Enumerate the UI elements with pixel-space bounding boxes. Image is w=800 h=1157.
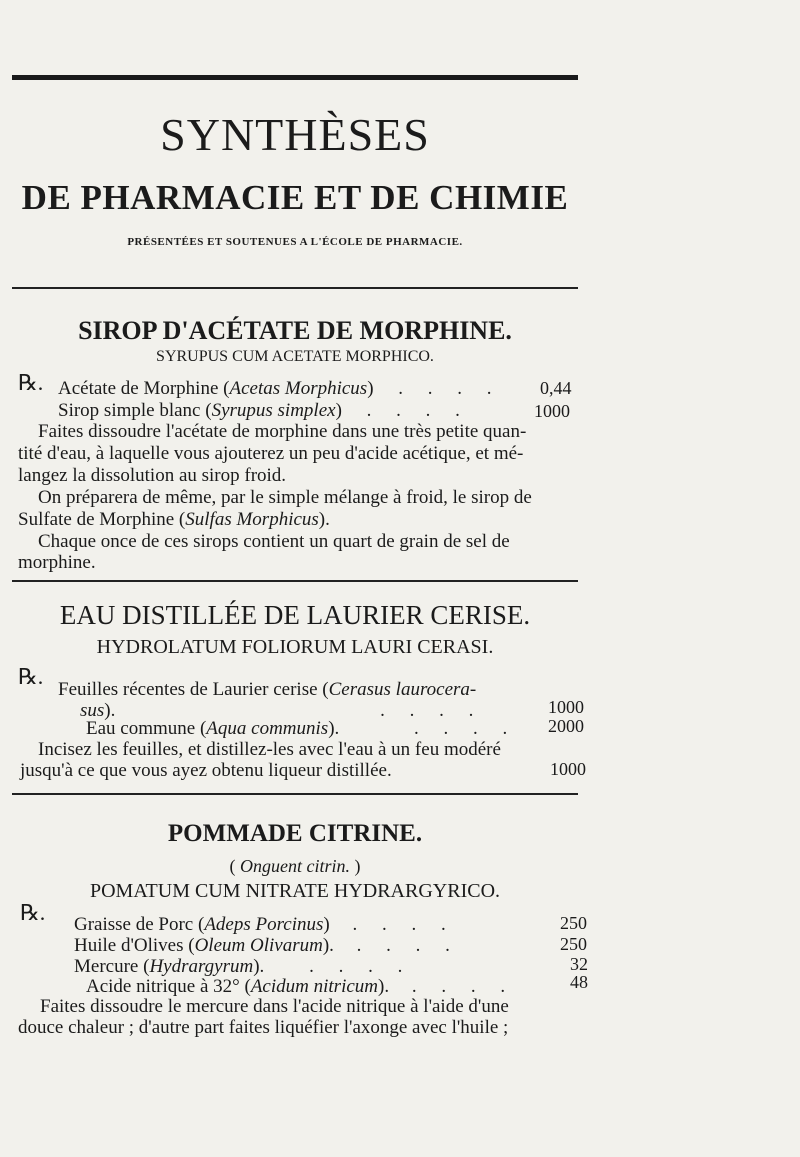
ingredient-line: Feuilles récentes de Laurier cerise (Cerasus laurocera- (58, 679, 477, 700)
ingredient-quantity: 0,44 (540, 378, 572, 398)
section-title: EAU DISTILLÉE DE LAURIER CERISE. (59, 600, 531, 630)
paragraph-line: jusqu'à ce que vous ayez obtenu liqueur distillée. (20, 760, 392, 781)
paragraph-line: Faites dissoudre le mercure dans l'acide nitrique à l'aide d'une (40, 996, 509, 1017)
ingredient-quantity: 32 (570, 954, 588, 974)
paragraph-line: langez la dissolution au sirop froid. (18, 465, 287, 486)
page-title: SYNTHÈSES (160, 109, 430, 160)
section-title: SIROP D'ACÉTATE DE MORPHINE. (78, 316, 512, 345)
paragraph-line: tité d'eau, à laquelle vous ajouterez un peu d'acide acétique, et mé- (18, 443, 524, 464)
paragraph-line: Sulfate de Morphine (Sulfas Morphicus). (18, 509, 330, 530)
paragraph-line: On préparera de même, par le simple mélange à froid, le sirop de (38, 487, 532, 508)
section-title: POMMADE CITRINE. (167, 820, 423, 847)
recipe-symbol: ℞. (20, 900, 46, 925)
ingredient-quantity: 1000 (534, 401, 570, 421)
ingredient-quantity: 2000 (548, 716, 584, 736)
divider-rule (12, 287, 578, 289)
recipe-symbol: ℞. (18, 370, 44, 395)
ingredient-quantity: 1000 (548, 697, 584, 717)
ingredient-line: Graisse de Porc (Adeps Porcinus) . . . . (74, 914, 456, 935)
divider-rule (12, 793, 578, 795)
divider-rule (12, 580, 578, 582)
page-subtitle: DE PHARMACIE ET DE CHIMIE (21, 178, 569, 217)
section-subtitle: ( Onguent citrin. ) (229, 856, 361, 876)
ingredient-line: Acétate de Morphine (Acetas Morphicus) . . . . (58, 378, 502, 399)
ingredient-line: Eau commune (Aqua communis). . . . . (86, 718, 518, 739)
paragraph-line: Chaque once de ces sirops contient un quart de grain de sel de (38, 531, 510, 552)
ingredient-line: Sirop simple blanc (Syrupus simplex) . . . . (58, 400, 470, 421)
paragraph-line: douce chaleur ; d'autre part faites liquéfier l'axonge avec l'huile ; (18, 1017, 509, 1038)
ingredient-quantity: 1000 (550, 759, 586, 779)
section-latin-title: SYRUPUS CUM ACETATE MORPHICO. (156, 348, 434, 365)
ingredient-line: Huile d'Olives (Oleum Olivarum). . . . . (74, 935, 460, 956)
ingredient-quantity: 250 (560, 913, 587, 933)
paragraph-line: Incisez les feuilles, et distillez-les avec l'eau à un feu modéré (38, 739, 501, 760)
ingredient-line: Mercure (Hydrargyrum). . . . . (74, 956, 413, 977)
ingredient-line: sus). . . . . (80, 700, 484, 721)
ingredient-line: Acide nitrique à 32° (Acidum nitricum). . . . . (86, 976, 516, 997)
ingredient-quantity: 250 (560, 934, 587, 954)
page-tagline: PRÉSENTÉES ET SOUTENUES A L'ÉCOLE DE PHARMACIE. (127, 236, 463, 248)
section-latin-title: POMATUM CUM NITRATE HYDRARGYRICO. (89, 880, 501, 902)
section-latin-title: HYDROLATUM FOLIORUM LAURI CERASI. (96, 636, 494, 658)
top-rule (12, 75, 578, 80)
recipe-symbol: ℞. (18, 664, 44, 689)
paragraph-line: morphine. (18, 552, 96, 573)
paragraph-line: Faites dissoudre l'acétate de morphine dans une très petite quan- (38, 421, 527, 442)
ingredient-quantity: 48 (570, 972, 588, 992)
